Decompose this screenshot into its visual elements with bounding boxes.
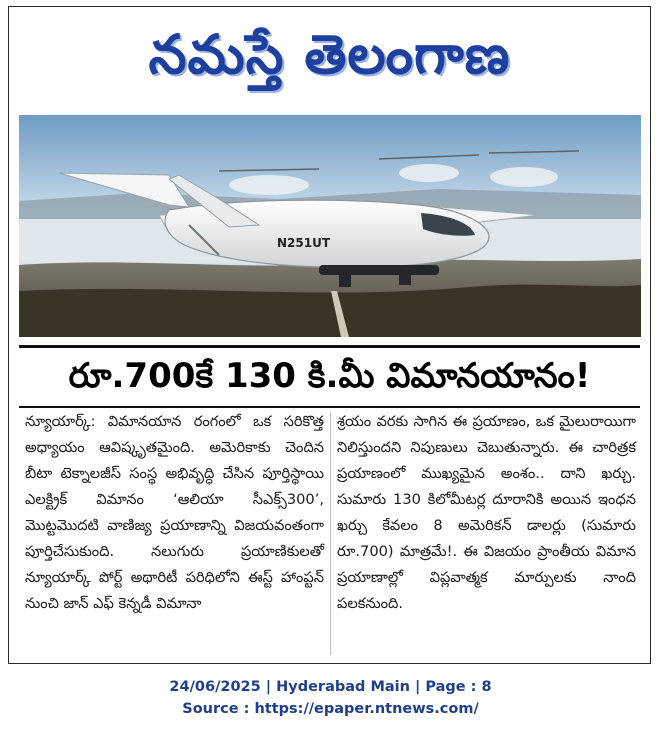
- article-column-left: [25, 409, 324, 659]
- aircraft-registration-mark: N251UT: [277, 236, 331, 250]
- article-column-right: [337, 409, 636, 659]
- column-divider: [330, 413, 331, 655]
- newspaper-clipping: [8, 6, 651, 664]
- article-paragraph-right: శ్రయం వరకు సాగిన ఈ ప్రయాణం, ఒక మైలురాయిగా నిలిస్తుందని నిపుణులు చెబుతున్నారు. ఈ చారిత్రక ప్రయాణంలో ముఖ్యమైన అంశం.. దాని ఖర్చు. సుమారు 130 కిలోమీటర్ల దూరానికి అయిన ఇంధన ఖర్చు కేవలం 8 అమెరికన్ డాలర్లు (సుమారు రూ.700) మాత్రమే!. ఈ విజయం ప్రాంతీయ విమాన ప్రయాణాల్లో విప్లవాత్మక మార్పులకు నాంది పలకనుంది.: [337, 413, 636, 612]
- news-photo: [19, 115, 641, 337]
- electric-aircraft-photo: [19, 115, 641, 337]
- article-body: [25, 409, 636, 659]
- article-paragraph-left: న్యూయార్క్: విమానయాన రంగంలో ఒక సరికొత్త అధ్యాయం ఆవిష్కృతమైంది. అమెరికాకు చెందిన బీటా టెక్నాలజీస్ సంస్థ అభివృద్ధి చేసిన పూర్తిస్థాయి ఎలక్ట్రిక్ విమానం ‘ఆలియా సీఎక్స్300’, మొట్టమొదటి వాణిజ్య ప్రయాణాన్ని విజయవంతంగా పూర్తిచేసుకుంది. నలుగురు ప్రయాణికులతో న్యూయార్క్ పోర్ట్ అథారిటీ పరిధిలోని ఈస్ట్ హాంప్టన్ నుంచి జాన్ ఎఫ్ కెన్నడీ విమానా: [25, 413, 324, 612]
- edition-info: 24/06/2025 | Hyderabad Main | Page : 8: [169, 679, 492, 695]
- masthead-logo: నమస్తే తెలంగాణ: [148, 23, 511, 86]
- article-headline: రూ.700కే 130 కి.మీ విమానయానం!: [19, 345, 640, 408]
- source-footer: [0, 676, 661, 720]
- source-link[interactable]: Source : https://epaper.ntnews.com/: [182, 701, 479, 717]
